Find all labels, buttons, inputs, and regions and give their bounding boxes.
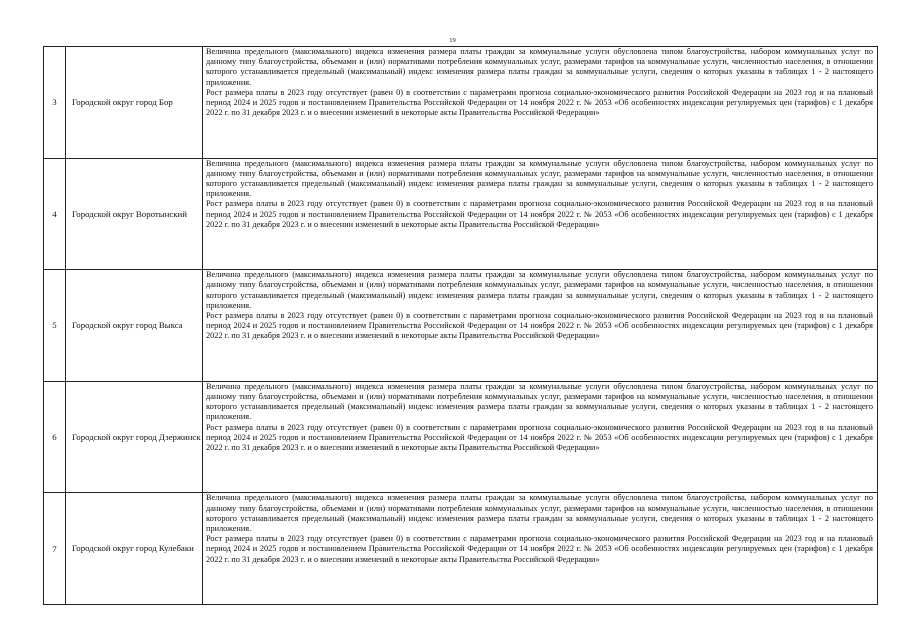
description-cell xyxy=(203,381,878,493)
row-number: 7 xyxy=(44,493,66,605)
description-paragraph: Величина предельного (максимального) индекса изменения размера платы граждан за коммунальные услуги обусловлена типом благоустройства, набором коммунальных услуг по данному типу благоустройства, объемами и (или) нормативами потребления коммунальных услуг, размерами тарифов на коммунальные услуги, численностью населения, в отношении которого устанавливается предельный (максимальный) индекс изменения размера платы граждан за коммунальные услуги, сведения о которых указаны в таблицах 1 - 2 настоящего приложения. xyxy=(206,47,873,87)
municipality-name: Городской округ город Бор xyxy=(66,47,203,159)
description-paragraph: Величина предельного (максимального) индекса изменения размера платы граждан за коммунальные услуги обусловлена типом благоустройства, набором коммунальных услуг по данному типу благоустройства, объемами и (или) нормативами потребления коммунальных услуг, размерами тарифов на коммунальные услуги, численностью населения, в отношении которого устанавливается предельный (максимальный) индекс изменения размера платы граждан за коммунальные услуги, сведения о которых указаны в таблицах 1 - 2 настоящего приложения. xyxy=(206,158,873,199)
table-row xyxy=(44,381,878,493)
description-paragraph: Величина предельного (максимального) индекса изменения размера платы граждан за коммунальные услуги обусловлена типом благоустройства, набором коммунальных услуг по данному типу благоустройства, объемами и (или) нормативами потребления коммунальных услуг, размерами тарифов на коммунальные услуги, численностью населения, в отношении которого устанавливается предельный (максимальный) индекс изменения размера платы граждан за коммунальные услуги, сведения о которых указаны в таблицах 1 - 2 настоящего приложения. xyxy=(206,381,873,422)
table-row xyxy=(44,270,878,382)
description-paragraph: Рост размера платы в 2023 году отсутствует (равен 0) в соответствии с параметрами прогноза социально-экономического развития Российской Федерации на 2023 год и на плановый период 2024 и 2025 годов и постановлением Правительства Российской Федерации от 14 ноября 2022 г. № 2053 «Об особенностях индексации регулируемых цен (тарифов) с 1 декабря 2022 г. по 31 декабря 2023 г. и о внесении изменений в некоторые акты Правительства Российской Федерации» xyxy=(206,199,873,229)
description-paragraph: Величина предельного (максимального) индекса изменения размера платы граждан за коммунальные услуги обусловлена типом благоустройства, набором коммунальных услуг по данному типу благоустройства, объемами и (или) нормативами потребления коммунальных услуг, размерами тарифов на коммунальные услуги, численностью населения, в отношении которого устанавливается предельный (максимальный) индекс изменения размера платы граждан за коммунальные услуги, сведения о которых указаны в таблицах 1 - 2 настоящего приложения. xyxy=(206,270,873,310)
description-cell xyxy=(203,47,878,159)
table-row xyxy=(44,47,878,159)
municipality-name: Городской округ Воротынский xyxy=(66,158,203,270)
description-cell xyxy=(203,270,878,382)
table-row xyxy=(44,493,878,605)
row-number: 5 xyxy=(44,270,66,382)
table-row xyxy=(44,158,878,270)
description-paragraph: Рост размера платы в 2023 году отсутствует (равен 0) в соответствии с параметрами прогноза социально-экономического развития Российской Федерации на 2023 год и на плановый период 2024 и 2025 годов и постановлением Правительства Российской Федерации от 14 ноября 2022 г. № 2053 «Об особенностях индексации регулируемых цен (тарифов) с 1 декабря 2022 г. по 31 декабря 2023 г. и о внесении изменений в некоторые акты Правительства Российской Федерации» xyxy=(206,534,873,564)
municipality-table xyxy=(43,46,878,605)
row-number: 3 xyxy=(44,47,66,159)
description-paragraph: Величина предельного (максимального) индекса изменения размера платы граждан за коммунальные услуги обусловлена типом благоустройства, набором коммунальных услуг по данному типу благоустройства, объемами и (или) нормативами потребления коммунальных услуг, размерами тарифов на коммунальные услуги, численностью населения, в отношении которого устанавливается предельный (максимальный) индекс изменения размера платы граждан за коммунальные услуги, сведения о которых указаны в таблицах 1 - 2 настоящего приложения. xyxy=(206,493,873,533)
description-paragraph: Рост размера платы в 2023 году отсутствует (равен 0) в соответствии с параметрами прогноза социально-экономического развития Российской Федерации на 2023 год и на плановый период 2024 и 2025 годов и постановлением Правительства Российской Федерации от 14 ноября 2022 г. № 2053 «Об особенностях индексации регулируемых цен (тарифов) с 1 декабря 2022 г. по 31 декабря 2023 г. и о внесении изменений в некоторые акты Правительства Российской Федерации» xyxy=(206,422,873,452)
description-paragraph: Рост размера платы в 2023 году отсутствует (равен 0) в соответствии с параметрами прогноза социально-экономического развития Российской Федерации на 2023 год и на плановый период 2024 и 2025 годов и постановлением Правительства Российской Федерации от 14 ноября 2022 г. № 2053 «Об особенностях индексации регулируемых цен (тарифов) с 1 декабря 2022 г. по 31 декабря 2023 г. и о внесении изменений в некоторые акты Правительства Российской Федерации» xyxy=(206,311,873,341)
description-cell xyxy=(203,493,878,605)
description-paragraph: Рост размера платы в 2023 году отсутствует (равен 0) в соответствии с параметрами прогноза социально-экономического развития Российской Федерации на 2023 год и на плановый период 2024 и 2025 годов и постановлением Правительства Российской Федерации от 14 ноября 2022 г. № 2053 «Об особенностях индексации регулируемых цен (тарифов) с 1 декабря 2022 г. по 31 декабря 2023 г. и о внесении изменений в некоторые акты Правительства Российской Федерации» xyxy=(206,87,873,118)
row-number: 6 xyxy=(44,381,66,493)
page-number: 19 xyxy=(449,37,456,44)
row-number: 4 xyxy=(44,158,66,270)
description-cell xyxy=(203,158,878,270)
municipality-name: Городской округ город Выкса xyxy=(66,270,203,382)
municipality-name: Городской округ город Дзержинск xyxy=(66,381,203,493)
municipality-name: Городской округ город Кулебаки xyxy=(66,493,203,605)
